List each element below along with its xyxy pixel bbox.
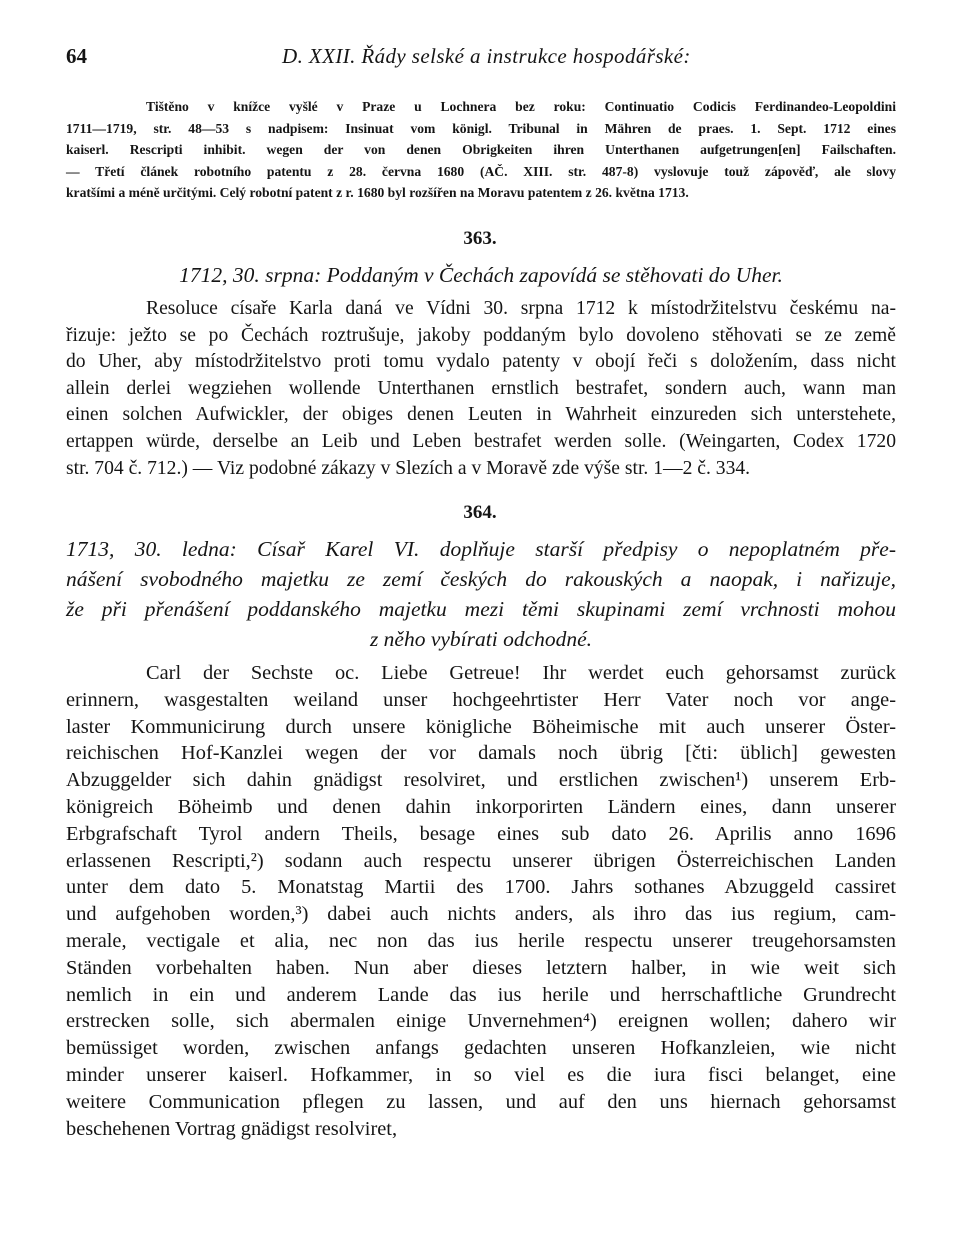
section-363-body [66,296,896,482]
body-line: Erbgrafschaft Tyrol andern Theils, besage eines sub dato 26. Aprilis anno 1696 [66,822,896,845]
section-number-364: 364. [463,502,497,523]
note-line: — Třetí článek robotního patentu z 28. června 1680 (AČ. XIII. str. 487-8) vyslovuje touž zápověď, ale slovy [66,163,896,179]
body-line: minder unserer kaiserl. Hofkammer, in so viel es die iura fisci belanget, eine [66,1063,896,1086]
page-header [66,44,896,74]
body-line: unter dem dato 5. Monatstag Martii des 1700. Jahrs sothanes Abzuggeld cassiret [66,876,896,899]
body-line: erstrecken solle, sich abermalen einige Unvernehmen⁴) ereignen wollen; dahero wir [66,1010,896,1033]
body-line: Abzuggelder sich dahin gnädigst resolviret, und erstlichen zwischen¹) unserem Erb- [66,769,896,792]
note-line: Tištěno v knížce vyšlé v Praze u Lochnera bez roku: Continuatio Codicis Ferdinandeo-Leopoldini [146,99,896,114]
section-title-line: 1713, 30. ledna: Císař Karel VI. doplňuje starší předpisy o nepoplatném pře- [66,537,896,561]
body-line: bemüssiget worden, zwischen anfangs gedachten unseren Hofkanzleien, wie nicht [66,1037,896,1060]
body-line: erinnern, wasgestalten weiland unser hochgeehrtister Herr Vater noch vor ange- [66,688,896,711]
body-line: und aufgehoben worden,³) dabei auch nichts anders, als ihro das ius regium, cam- [66,903,896,926]
body-line: do Uher, aby místodržitelstvo proti tomu vydalo patenty v obojí řeči s doložením, dass nicht [66,351,896,373]
body-line: laster Kommunicirung durch unsere königliche Böheimische mit auch unserer Öster- [66,715,896,738]
footnote-block [66,96,896,204]
body-line: weitere Communication pflegen zu lassen, und auf den uns hiernach gehorsamst [66,1090,896,1113]
body-line: str. 704 č. 712.) — Viz podobné zákazy v Slezích a v Moravě zde výše str. 1—2 č. 334. [66,457,751,479]
section-title-line: 1712, 30. srpna: Poddaným v Čechách zapovídá se stěhovati do Uher. [179,263,783,287]
section-title-line: nášení svobodného majetku ze zemí českých do rakouských a naopak, i nařizuje, [66,567,896,591]
note-line: kratšími a méně určitými. Celý robotní patent z r. 1680 byl rozšířen na Moravu patentem z 26. května 1713. [66,185,689,200]
body-line: Resoluce císaře Karla daná ve Vídni 30. srpna 1712 k místodržitelstvu českému na- [146,298,896,319]
section-364-body [66,660,896,1142]
body-line: nemlich in ein und anderem Lande das ius herile und herrschaftliche Grundrecht [66,983,896,1006]
body-line: Ständen vorbehalten haben. Nun aber dieses letztern halber, in wie weit sich [66,956,896,979]
body-line: reichischen Hof-Kanzlei wegen der vor damals noch übrig [čti: üblich] gewesten [66,742,896,765]
section-title-364 [66,534,896,654]
body-line: königreich Böheimb und denen dahin inkorporirten Ländern eines, dann unserer [66,795,896,818]
section-title-line: že při přenášení poddanského majetku mezi těmi skupinami zemí vrchnosti mohou [66,597,896,621]
section-title-line: z něho vybírati odchodné. [369,627,593,651]
page-number: 64 [66,44,87,68]
body-line: ertappen würde, derselbe an Leib und Leben bestrafet werden solle. (Weingarten, Codex 1720 [66,430,896,452]
body-line: erlassenen Rescripti,²) sodann auch respectu unserer übrigen Österreichischen Landen [66,849,896,872]
section-number-363: 363. [463,228,497,249]
body-line: řizuje: ježto se po Čechách roztrušuje, jakoby poddaným bylo dovoleno stěhovati se ze země [66,324,896,346]
body-line: Carl der Sechste oc. Liebe Getreue! Ihr werdet euch gehorsamst zurück [146,662,896,684]
body-line: beschehenen Vortrag gnädigst resolviret, [66,1117,398,1140]
note-line: kaiserl. Rescripti inhibit. wegen der von denen Obrigkeiten ihren Unterthanen aufgetrungen[en] Failschaften. [66,142,896,157]
body-line: allein derlei wegziehen wollende Unterthanen ernstlich bestrafet, sondern auch, wann man [66,377,896,399]
body-line: einen solchen Aufwickler, der obiges denen Leuten in Wahrheit einzureden sich unterstehete, [66,404,896,426]
note-line: 1711—1719, str. 48—53 s nadpisem: Insinuat vom königl. Tribunal in Mähren de praes. 1. Sept. 1712 eines [66,120,896,136]
body-line: merale, vectigale et alia, nec non das ius herile respectu unserer treugehorsamsten [66,929,896,952]
running-title: D. XXII. Řády selské a instrukce hospodářské: [282,44,691,68]
section-title-363 [66,260,896,290]
